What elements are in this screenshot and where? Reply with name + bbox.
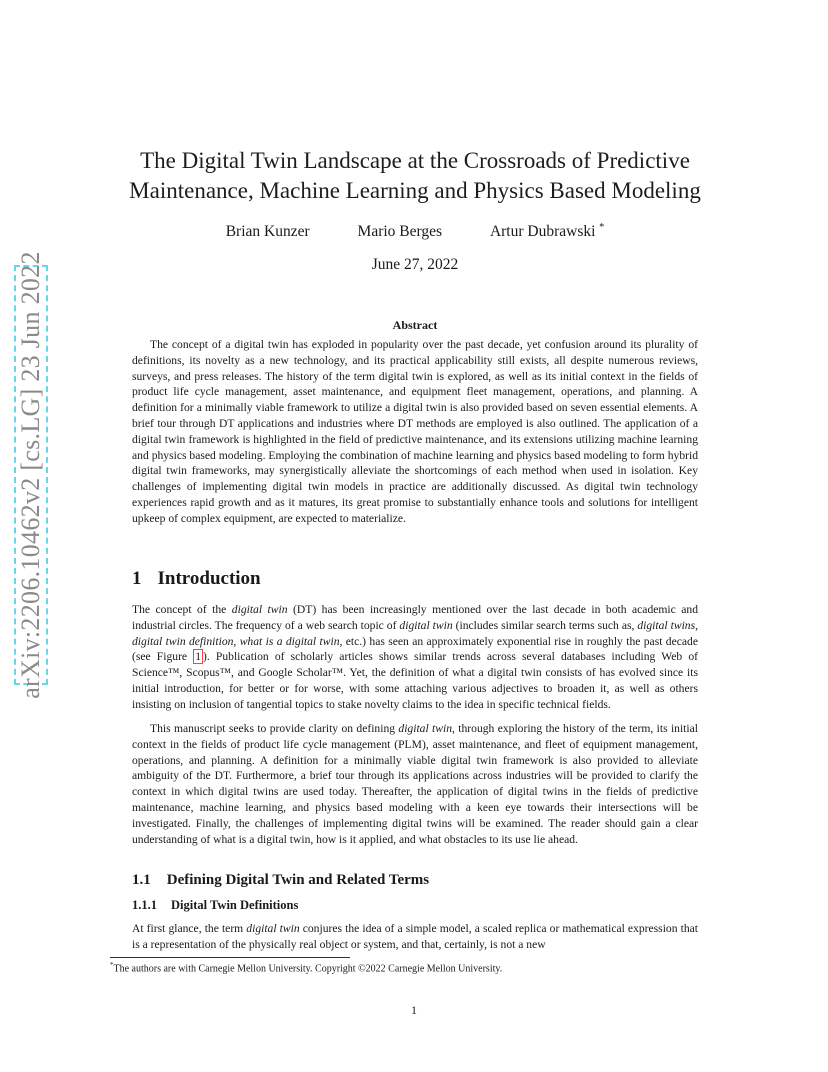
section-number: 1 [132, 568, 142, 589]
footnote-mark: * [110, 961, 114, 969]
author-3-wrap [490, 222, 604, 241]
subsubsection-heading [132, 898, 298, 913]
footnote-divider [110, 957, 350, 958]
paper-date: June 27, 2022 [371, 256, 459, 273]
abstract-heading: Abstract [392, 318, 438, 332]
text-run: , through exploring the history of the term, its initial context in the fields of product life cycle management (PLM), asset maintenance, and fleet of equipment management, operations, and planning. A definition for a minimally viable digital twin framework is also provided to alleviate ambiguity of the DT. Furthermore, a brief tour through its applications across industries will be provided to clarify the context in which digital twins are used today. Thereafter, the application of digital twins in the fields of predictive maintenance, machine learning, and physics based modeling with a keen eye towards their intersections will be investigated. Finally, the challenges of implementing digital twins will be examined. The reader should gain a clear understanding of what is a digital twin, how is it applied, and what obstacles to its use lie ahead. [132, 722, 698, 846]
page-number: 1 [411, 1003, 417, 1017]
subsection-heading [132, 872, 429, 889]
paper-title [110, 146, 720, 206]
emphasis: digital twin [246, 922, 300, 935]
text-run: etc.) has seen an approximately exponential rise in roughly the past decade (see Figure [132, 634, 698, 664]
subsubsection-title: Digital Twin Definitions [171, 898, 299, 912]
emphasis: digital twin [398, 722, 453, 735]
text-run: conjures the idea of a simple model, a scaled replica or mathematical expression that is a representation of the physically real object or system, and that, certainly, is not a new [132, 922, 698, 951]
intro-paragraph-2 [132, 721, 698, 847]
abstract-text: The concept of a digital twin has exploded in popularity over the past decade, yet confusion around its plurality of definitions, its novelty as a new technology, and its practical applicability still exists, all despite numerous reviews, surveys, and press releases. The history of the term digital twin is explored, as well as its initial context in the fields of product life cycle management, asset maintenance, and equipment fleet management, operations, and planning. A definition for a minimally viable framework to utilize a digital twin is also provided based on seven essential elements. A brief tour through DT applications and industries where DT methods are employed is also outlined. The application of a digital twin framework is highlighted in the field of predictive maintenance, and its extensions utilizing machine learning and physics based modeling. Employing the combination of machine learning and physics based modeling to form hybrid digital twin frameworks, may synergistically alleviate the shortcomings of each method when used in isolation. Key challenges of implementing digital twin models in practice are additionally discussed. As digital twin technology experiences rapid growth and as it matures, its great promise to substantially enhance tools and solutions for intelligent upkeep of complex equipment, are expected to materialize. [132, 338, 698, 525]
emphasis: digital twin [399, 618, 453, 632]
intro-paragraph-1 [132, 602, 698, 713]
text-run: At first glance, the term [132, 922, 247, 935]
text-run: (DT) has been increasingly mentioned over the last decade in both academic and industrial circles. The frequency of a web search topic of [132, 603, 698, 632]
author-3: Artur Dubrawski [489, 223, 596, 241]
footnote-text: The authors are with Carnegie Mellon University. Copyright ©2022 Carnegie Mellon University. [113, 963, 503, 975]
section-title: Introduction [157, 568, 261, 589]
author-2: Mario Berges [357, 223, 443, 241]
arxiv-stamp[interactable] [14, 251, 48, 699]
text-run: ). Publication of scholarly articles shows similar trends across several databases including Web of Science™, Scopus™, and Google Scholar™. Yet, the definition of what a digital twin consists of has evolved since its initial introduction, for better or for worse, with some attaching various adjectives to broaden it, as well as others insisting on inclusion of tangential topics to stake novelty claims to the idea in specific technical fields. [132, 650, 698, 711]
author-1: Brian Kunzer [225, 223, 310, 241]
text-run: (includes similar search terms such as, [452, 618, 638, 632]
section-heading-introduction [132, 568, 261, 590]
arxiv-stamp-text: arXiv:2206.10462v2 [cs.LG] 23 Jun 2022 [16, 251, 45, 699]
subsection-title: Defining Digital Twin and Related Terms [166, 872, 430, 888]
emphasis: digital twins, digital twin definition, what is a digital twin, [132, 618, 698, 648]
definitions-paragraph [132, 921, 698, 953]
author-list [110, 222, 720, 241]
subsection-number: 1.1 [132, 872, 151, 888]
footnote [110, 961, 502, 974]
emphasis: digital twin [231, 603, 288, 616]
subsubsection-number: 1.1.1 [132, 898, 157, 912]
title-line-2: Maintenance, Machine Learning and Physics Based Modeling [129, 178, 701, 203]
author-footnote-mark[interactable]: * [599, 222, 605, 233]
title-line-1: The Digital Twin Landscape at the Crossroads of Predictive [140, 148, 690, 173]
text-run: This manuscript seeks to provide clarity on defining [150, 722, 399, 735]
text-run: The concept of the [132, 603, 232, 616]
figure-reference-link[interactable]: 1 [195, 650, 202, 664]
